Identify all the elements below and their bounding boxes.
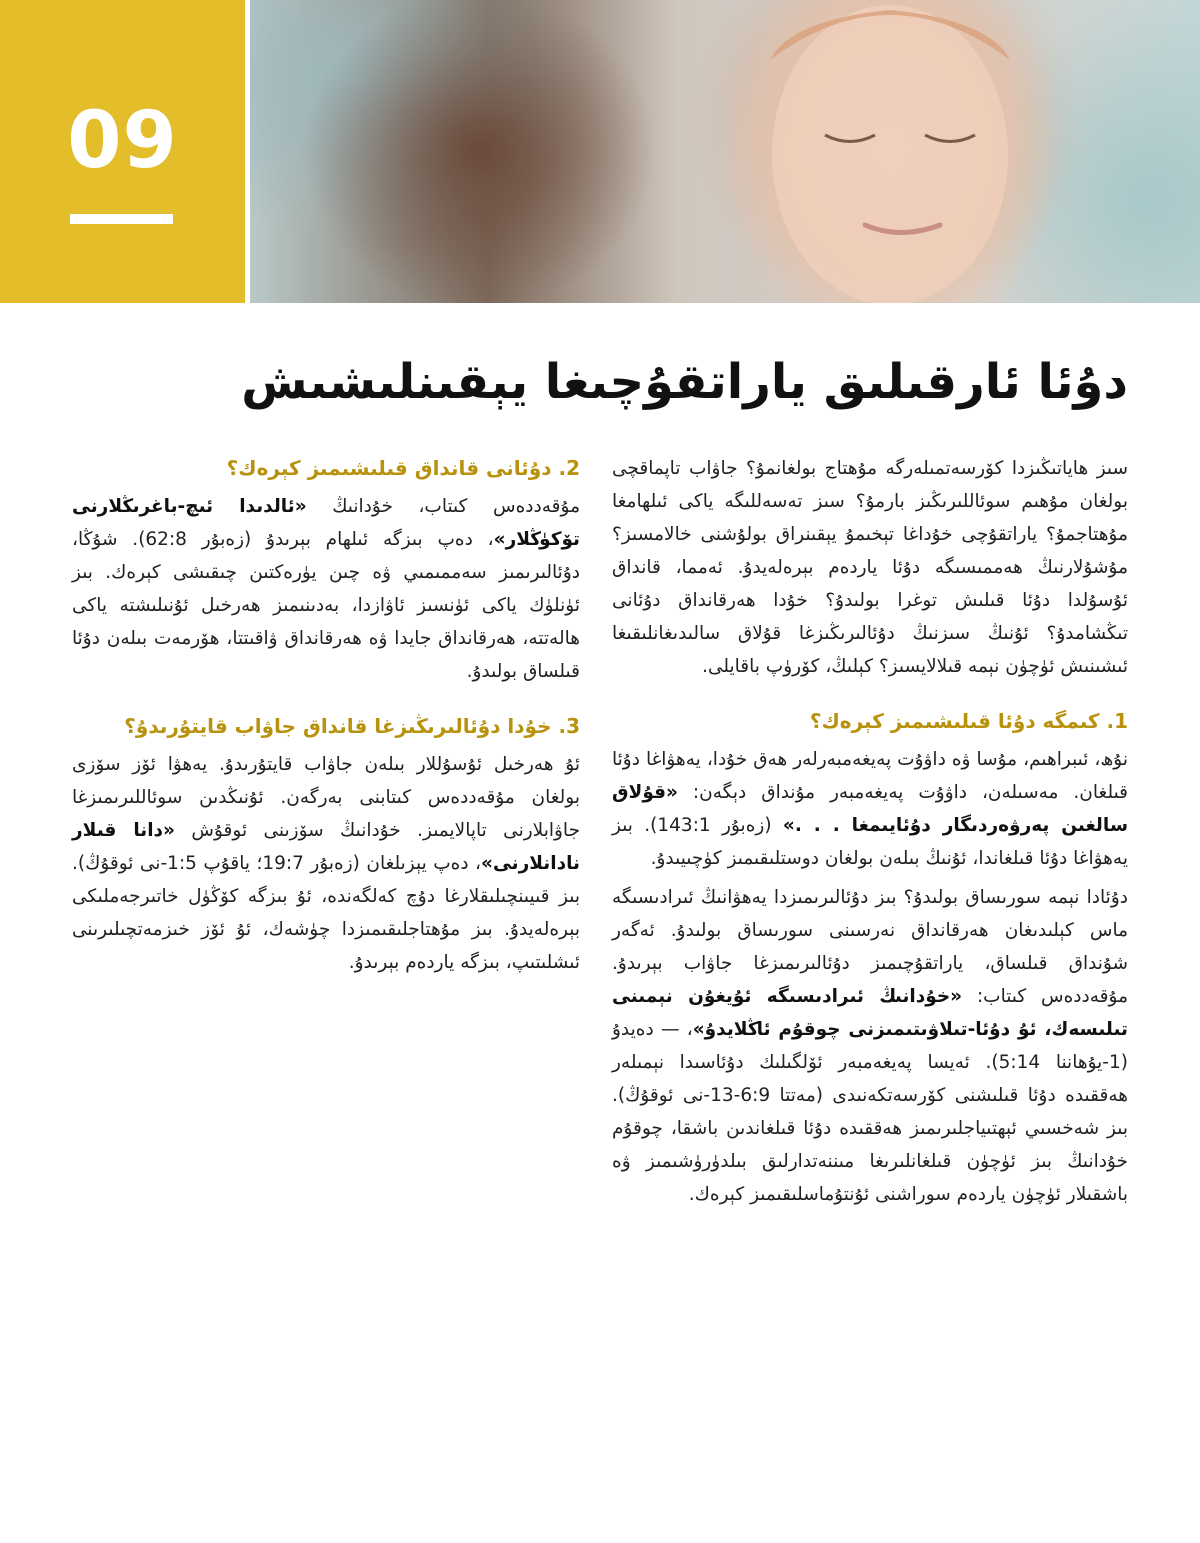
text-span: (زەبۇر 143:1). بىز يەھۋاغا دۇئا قىلغاندا، ئۇنىڭ بىلەن بولغان دوستلىقىمىز كۈچىيىدۇ. [612, 815, 1128, 869]
text-span: ، دەپ بىزگە ئىلھام بېرىدۇ (زەبۇر 62:8). شۇڭا، دۇئالىرىمىز سەممىمىي ۋە چىن يۈرەكتىن چىقىشى كېرەك. بىز ئۈنلۈك ياكى ئۈنسىز ئاۋازدا، بەدىنىمىز ھەرخىل ئۇنىلىشتە ياكى ھالەتتە، ھەرقانداق جايدا ۋە ھەرقانداق ۋاقىتتا، ھۆرمەت بىلەن دۇئا قىلساق بولىدۇ. [72, 529, 580, 682]
face-shape [772, 5, 1008, 303]
text-span: ئۇ ھەرخىل ئۇسۇللار بىلەن جاۋاب قايتۇرىدۇ. يەھۋا ئۆز سۆزى بولغان مۇقەددەس كىتابنى بەرگەن. ئۇنىڭدىن سوئاللىرىمىزغا جاۋابلارنى تاپالايمىز. خۇدانىڭ سۆزىنى ئوقۇش [72, 754, 581, 841]
section-1-paragraph-1 [612, 743, 1128, 875]
left-column [72, 452, 580, 985]
lesson-number: 09 [67, 96, 178, 186]
section-2-paragraph [72, 490, 580, 688]
text-span: نۇھ، ئىبراھىم، مۇسا ۋە داۋۇت پەيغەمبەرلەر ھەق خۇدا، يەھۋاغا دۇئا قىلغان. مەسىلەن، داۋۇت پەيغەمبەر مۇنداق دېگەن: [612, 749, 1128, 803]
intro-paragraph: سىز ھاياتىڭىزدا كۆرسەتمىلەرگە مۇھتاج بولغانمۇ؟ جاۋاب تاپماقچى بولغان مۇھىم سوئاللىرىڭىز بارمۇ؟ سىز تەسەللىگە ياكى ئىلھامغا مۇھتاجمۇ؟ ياراتقۇچى خۇداغا تېخىمۇ يېقىنراق بولۇشنى خالامسىز؟ مۇشۇلارنىڭ ھەممىسىگە دۇئا ياردەم بېرەلەيدۇ. ئەمما، قانداق ئۇسۇلدا دۇئا قىلىش توغرا بولىدۇ؟ خۇدا ھەرقانداق دۇئانى تىڭشامدۇ؟ ئۇنىڭ سىزنىڭ دۇئالىرىڭىزغا قۇلاق سالىدىغانلىقىغا ئىشىنىش ئۈچۈن نېمە قىلالايسىز؟ كېلىڭ، كۆرۈپ باقايلى. [612, 458, 1128, 677]
section-2-heading: 2. دۇئانى قانداق قىلىشىمىز كېرەك؟ [226, 456, 580, 480]
lesson-number-tile [0, 0, 245, 303]
scripture-quote: «دانا قىلار نادانلارنى» [72, 820, 580, 874]
right-column [612, 452, 1128, 1217]
text-span: ، — دەيدۇ (1-يۇھاننا 5:14). ئەيسا پەيغەمبەر ئۆلگىلىك دۇئاسىدا نېمىلەر ھەققىدە دۇئا قىلىشنى كۆرسەتكەنىدى (مەتتا 6:9-13-نى ئوقۇڭ). بىز شەخسىي ئېھتىياجلىرىمىز ھەققىدە دۇئا قىلغاندىن باشقا، چوقۇم خۇدانىڭ بىز ئۈچۈن قىلغانلىرىغا مىننەتدارلىق بىلدۈرۈشىمىز ۋە باشقىلار ئۈچۈن ياردەم سوراشنى ئۇنتۇماسلىقىمىز كېرەك. [612, 1019, 1129, 1205]
scripture-quote: «خۇدانىڭ ئىرادىسىگە ئۇيغۇن نېمىنى تىلىسەك، ئۇ دۇئا-تىلاۋىتىمىزنى چوقۇم ئاڭلايدۇ» [612, 986, 1128, 1040]
scripture-quote: «قۇلاق سالغىن پەرۋەردىگار دۇئايىمغا . . .» [612, 782, 1129, 836]
text-span: مۇقەددەس كىتاب، خۇدانىڭ [306, 496, 580, 517]
header-band [0, 0, 1200, 303]
page-title: دۇئا ئارقىلىق ياراتقۇچىغا يېقىنلىشىش [241, 354, 1128, 410]
scripture-quote: «ئالدىدا ئىچ-باغرىڭلارنى تۆكۈڭلار» [72, 496, 580, 550]
text-span: ، دەپ يېزىلغان (زەبۇر 19:7؛ ياقۇپ 1:5-نى ئوقۇڭ). بىز قىيىنچىلىقلارغا دۇچ كەلگەندە، ئۇ بىزگە كۆڭۈل خاتىرجەملىكى بېرەلەيدۇ. بىز مۇھتاجلىقىمىزدا چۈشەك، ئۇ ئۆز خىزمەتچىلىرىنى ئىشلىتىپ، بىزگە ياردەم بېرىدۇ. [72, 853, 580, 973]
text-span: دۇئادا نېمە سورىساق بولىدۇ؟ بىز دۇئالىرىمىزدا يەھۋانىڭ ئىرادىسىگە ماس كېلىدىغان ھەرقانداق نەرسىنى سورىساق بولىدۇ. ئەگەر شۇنداق قىلساق، ياراتقۇچىمىز دۇئالىرىمىزغا جاۋاب بېرىدۇ. مۇقەددەس كىتاب: [612, 887, 1128, 1007]
section-1-heading: 1. كىمگە دۇئا قىلىشىمىز كېرەك؟ [809, 709, 1128, 733]
section-1-paragraph-2 [612, 881, 1128, 1211]
section-3-paragraph [72, 748, 580, 979]
header-photo [250, 0, 1200, 303]
lesson-number-underline [70, 214, 173, 224]
portrait-illustration [250, 0, 1200, 303]
section-3-heading: 3. خۇدا دۇئالىرىڭىزغا قانداق جاۋاب قايتۇرىدۇ؟ [124, 714, 580, 738]
